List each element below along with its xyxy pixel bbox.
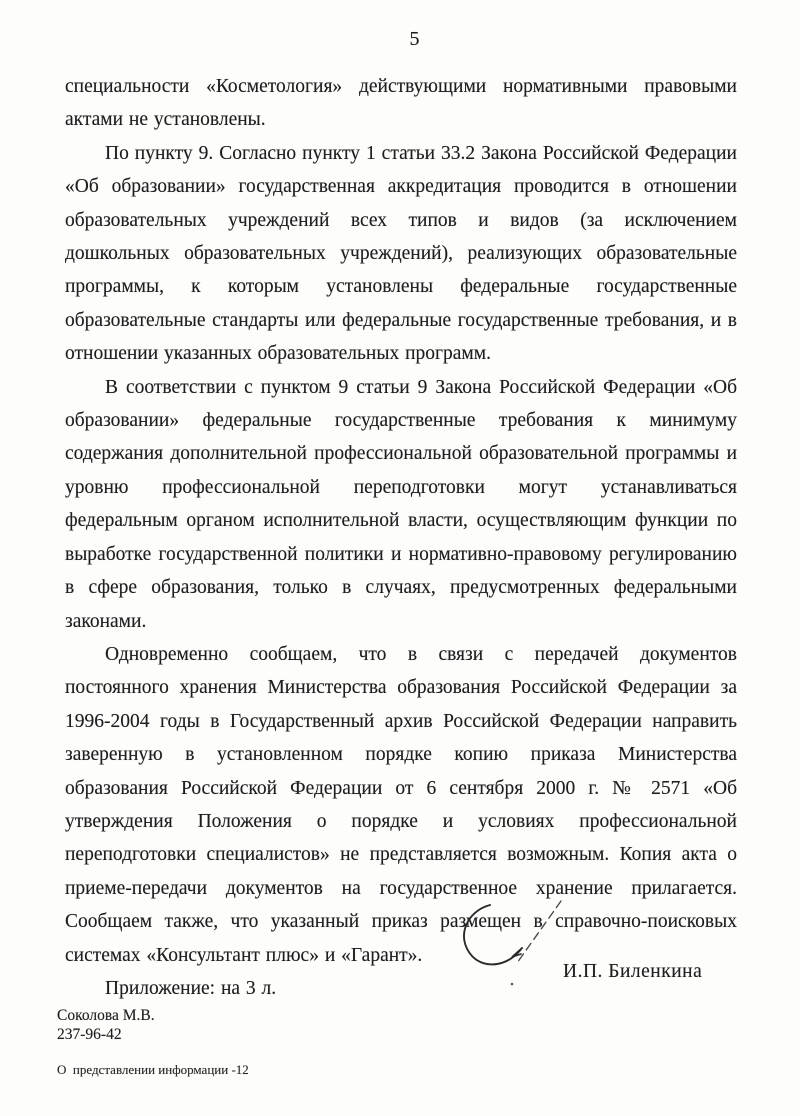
body-paragraph: В соответствии с пунктом 9 статьи 9 Закона Российской Федерации «Об образовании» федеральные государственные требования к минимуму содержания дополнительной профессиональной образовательной программы и уровню профессиональной переподготовки могут устанавливаться федеральным органом исполнительной власти, осуществляющим функции по выработке государственной политики и нормативно-правовому регулированию в сфере образования, только в случаях, предусмотренных федеральными законами. bbox=[65, 376, 737, 632]
body-paragraph: Одновременно сообщаем, что в связи с передачей документов постоянного хранения Министерства образования Российской Федерации за 1996-2004 годы в Государственный архив Российской Федерации направить заверенную в установленном порядке копию приказа Министерства образования Российской Федерации от 6 сентября 2000 г. № 2571 «Об утверждения Положения о порядке и условиях профессиональной переподготовки специалистов» не представляется возможным. Копия акта о приеме-передачи документов на государственное хранение прилагается. Сообщаем также, что указанный приказ размещен в справочно-поисковых системах «Консультант плюс» и «Гарант». bbox=[65, 643, 737, 966]
executor-name: Соколова М.В. bbox=[57, 1007, 155, 1024]
page-number: 5 bbox=[409, 28, 421, 50]
footer-reference: О представлении информации -12 bbox=[57, 1062, 249, 1077]
body-paragraph: По пункту 9. Согласно пункту 1 статьи 33.2 Закона Российской Федерации «Об образовании» государственная аккредитация проводится в отношении образовательных учреждений всех типов и видов (за исключением дошкольных образовательных учреждений), реализующих образовательные программы, к которым установлены федеральные государственные образовательные стандарты или федеральные государственные требования, и в отношении указанных образовательных программ. bbox=[65, 142, 737, 365]
body-paragraph: специальности «Косметология» действующими нормативными правовыми актами не установлены. bbox=[65, 76, 737, 131]
signature-flourish bbox=[517, 901, 561, 963]
attachment-line: Приложение: на 3 л. bbox=[105, 977, 277, 999]
signature-ink-dot bbox=[511, 983, 514, 986]
signatory-name: И.П. Биленкина bbox=[563, 961, 703, 982]
executor-block bbox=[57, 1006, 155, 1044]
executor-phone: 237-96-42 bbox=[57, 1026, 122, 1043]
signature-arc-tip bbox=[512, 948, 522, 957]
letter-body bbox=[65, 70, 737, 1005]
